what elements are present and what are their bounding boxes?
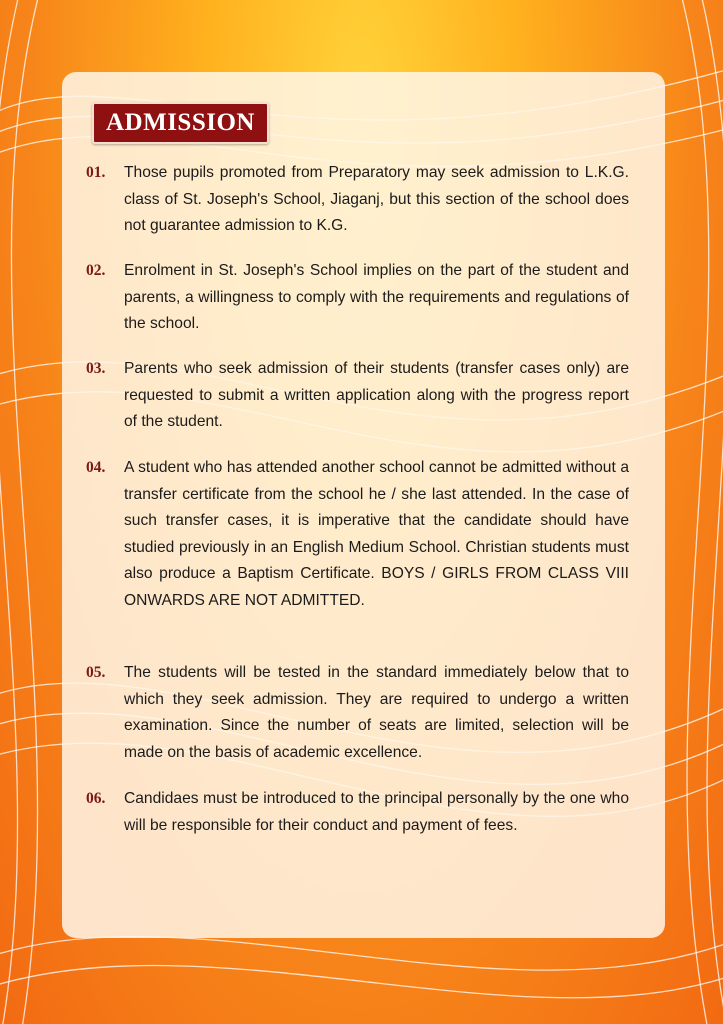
item-number: 05. xyxy=(86,664,106,681)
list-item-03 xyxy=(86,356,629,436)
list-item-02 xyxy=(86,258,629,338)
item-number: 04. xyxy=(86,459,106,476)
item-number: 01. xyxy=(86,164,106,181)
item-text: A student who has attended another school cannot be admitted without a transfer certificate from the school he / she last attended. In the case of such transfer cases, it is imperative that the candidate should have studied previously in an English Medium School. Christian students must also produce a Baptism Certificate. BOYS / GIRLS FROM CLASS VIII ONWARDS ARE NOT ADMITTED. xyxy=(124,459,629,609)
item-text: The students will be tested in the standard immediately below that to which they seek admission. They are required to undergo a written examination. Since the number of seats are limited, selection will be made on the basis of academic excellence. xyxy=(124,664,629,761)
list-item-01 xyxy=(86,160,629,240)
item-text: Candidaes must be introduced to the principal personally by the one who will be responsible for their conduct and payment of fees. xyxy=(124,790,629,834)
item-number: 02. xyxy=(86,262,106,279)
item-number: 03. xyxy=(86,360,106,377)
item-number: 06. xyxy=(86,790,106,807)
page-title: ADMISSION xyxy=(92,102,269,144)
item-text: Enrolment in St. Joseph's School implies on the part of the student and parents, a willingness to comply with the requirements and regulations of the school. xyxy=(124,262,629,332)
list-item-05 xyxy=(86,660,629,766)
list-item-06 xyxy=(86,786,629,839)
item-text: Those pupils promoted from Preparatory may seek admission to L.K.G. class of St. Joseph's School, Jiaganj, but this section of the school does not guarantee admission to K.G. xyxy=(124,164,629,234)
item-text: Parents who seek admission of their students (transfer cases only) are requested to submit a written application along with the progress report of the student. xyxy=(124,360,629,430)
list-item-04 xyxy=(86,455,629,614)
